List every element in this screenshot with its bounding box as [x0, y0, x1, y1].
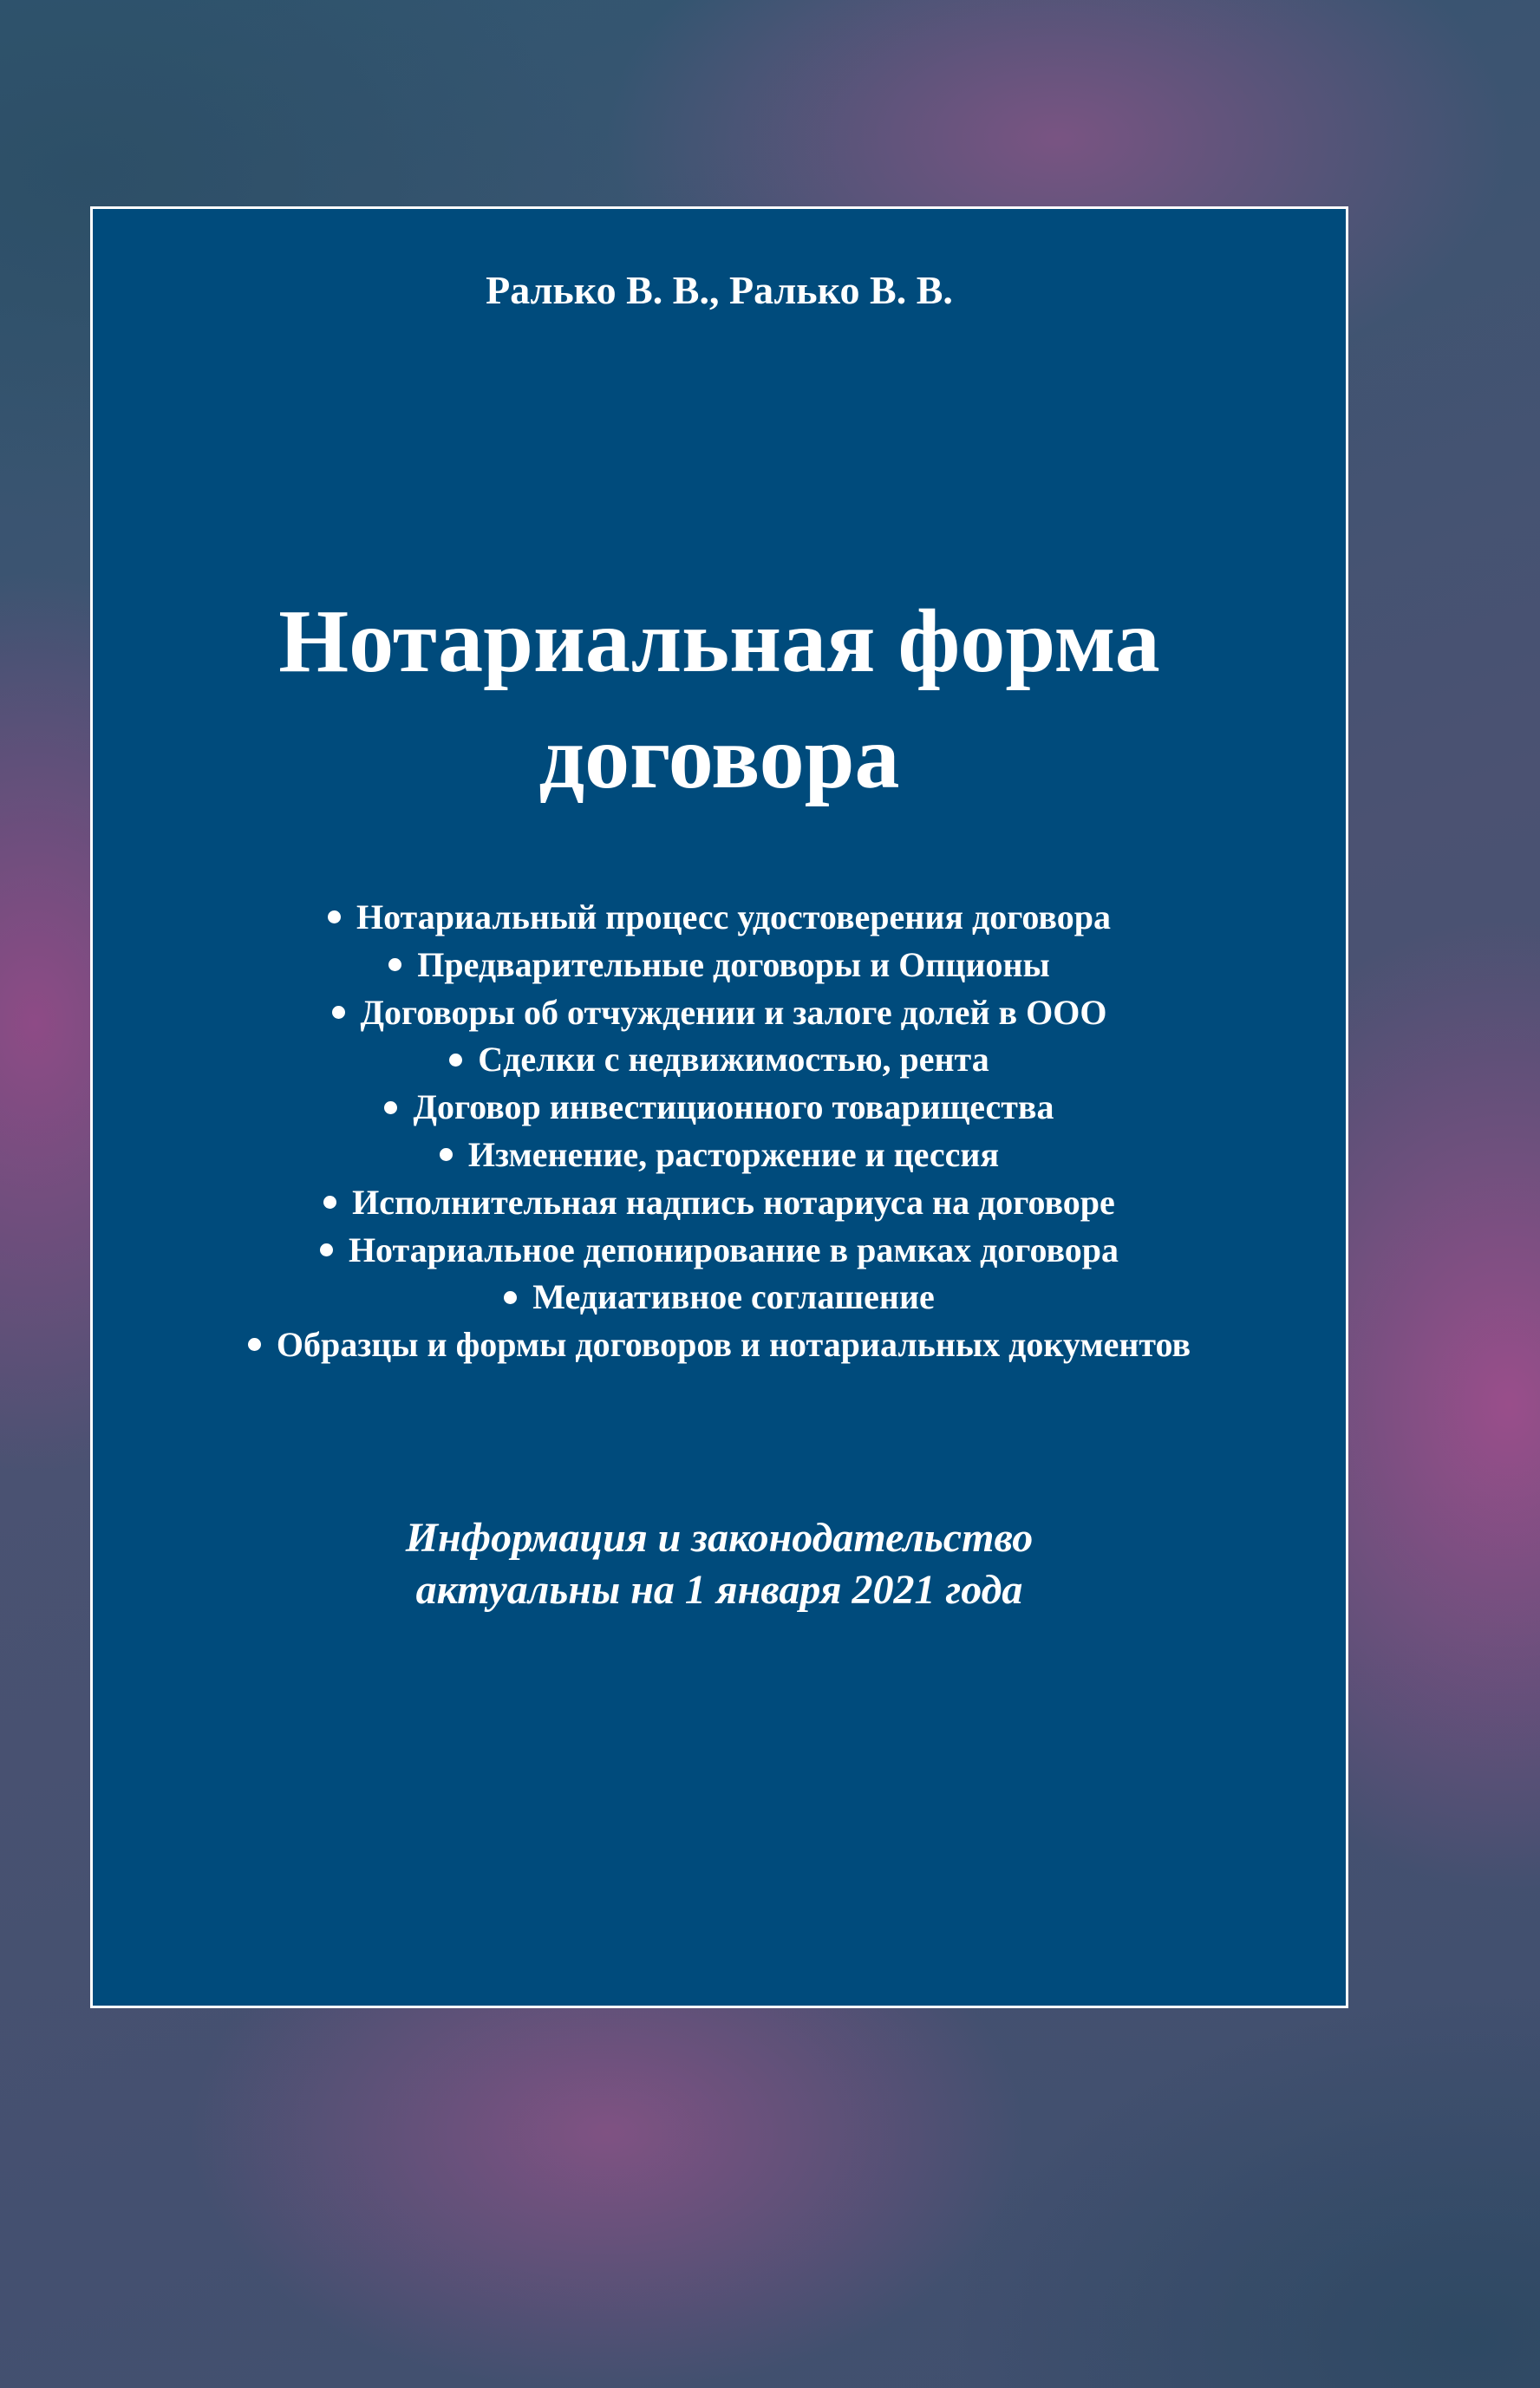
book-title [93, 584, 1346, 816]
topic-text: Медиативное соглашение [532, 1277, 935, 1317]
topic-item [93, 1179, 1346, 1227]
authors: Ралько В. В., Ралько В. В. [486, 268, 953, 312]
topics-list [93, 894, 1346, 1369]
topic-text: Сделки с недвижимостью, рента [478, 1040, 989, 1080]
bullet-icon [332, 1006, 345, 1019]
topic-text: Договор инвестиционного товарищества [413, 1087, 1054, 1127]
topic-text: Образцы и формы договоров и нотариальных документов [276, 1325, 1191, 1365]
topic-text: Договоры об отчуждении и залоге долей в ООО [360, 992, 1107, 1032]
currency-note-line-1: Информация и законодательство [405, 1515, 1034, 1561]
topic-item [93, 989, 1346, 1037]
currency-note [93, 1512, 1346, 1616]
topic-item [93, 1132, 1346, 1179]
bullet-icon [320, 1243, 333, 1256]
bullet-icon [388, 958, 401, 971]
topic-item [93, 894, 1346, 942]
topic-text: Нотариальное депонирование в рамках договора [348, 1230, 1119, 1269]
topic-text: Нотариальный процесс удостоверения договора [356, 897, 1112, 936]
topic-text: Исполнительная надпись нотариуса на договоре [352, 1182, 1115, 1222]
bullet-icon [384, 1101, 397, 1114]
topic-item [93, 1036, 1346, 1084]
bullet-icon [323, 1196, 336, 1209]
bullet-icon [248, 1338, 261, 1351]
bullet-icon [440, 1148, 453, 1161]
topic-item [93, 1227, 1346, 1275]
bullet-icon [449, 1054, 462, 1067]
topic-item [93, 1321, 1346, 1369]
book-title-line-1: Нотариальная форма [278, 591, 1160, 691]
bullet-icon [504, 1291, 517, 1304]
topic-item [93, 1084, 1346, 1132]
book-title-line-2: договора [538, 708, 900, 807]
topic-text: Предварительные договоры и Опционы [417, 944, 1050, 984]
cover-panel [90, 206, 1348, 2008]
currency-note-line-2: актуальны на 1 января 2021 года [415, 1567, 1023, 1613]
topic-item [93, 942, 1346, 989]
topic-item [93, 1274, 1346, 1321]
bullet-icon [328, 910, 341, 923]
topic-text: Изменение, расторжение и цессия [467, 1134, 1000, 1174]
